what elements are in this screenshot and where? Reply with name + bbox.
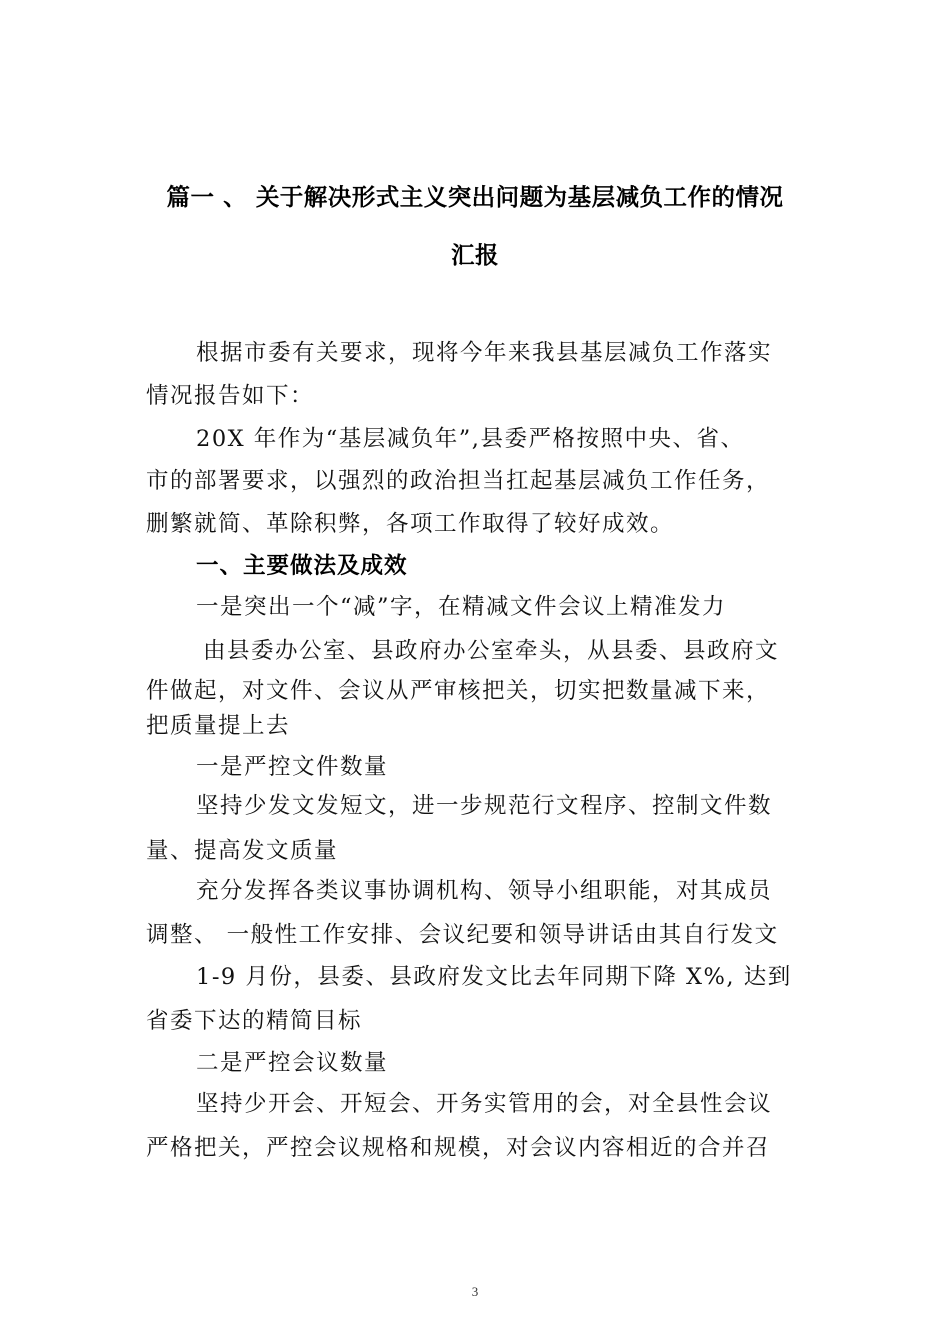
document-title-line-2: 汇报 [451,241,499,269]
paragraph-line: 件做起，对文件、会议从严审核把关，切实把数量减下来， [146,678,771,704]
paragraph-line: 省委下达的精简目标 [146,1008,363,1034]
paragraph-line: 坚持少开会、开短会、开务实管用的会，对全县性会议 [196,1091,773,1117]
paragraph-line: 严格把关，严控会议规格和规模，对会议内容相近的合并召 [146,1135,771,1161]
paragraph-line: 坚持少发文发短文，进一步规范行文程序、控制文件数 [196,793,773,819]
paragraph-line: 20X 年作为“基层减负年”,县委严格按照中央、省、 [196,426,745,452]
paragraph-line: 由县委办公室、县政府办公室牵头，从县委、县政府文 [203,638,780,664]
paragraph-line: 1-9 月份，县委、县政府发文比去年同期下降 X%, 达到 [196,964,792,990]
paragraph-line: 一是突出一个“减”字，在精减文件会议上精准发力 [196,594,727,620]
paragraph-line: 充分发挥各类议事协调机构、领导小组职能，对其成员 [196,878,773,904]
paragraph-line: 一是严控文件数量 [196,754,389,780]
paragraph-line: 市的部署要求，以强烈的政治担当扛起基层减负工作任务， [146,468,771,494]
section-heading: 一、主要做法及成效 [196,553,408,579]
paragraph-line: 调整、 一般性工作安排、会议纪要和领导讲话由其自行发文 [146,922,779,948]
paragraph-line: 二是严控会议数量 [196,1050,389,1076]
document-title-line-1: 篇一 、 关于解决形式主义突出问题为基层减负工作的情况 [166,183,784,211]
paragraph-line: 根据市委有关要求，现将今年来我县基层减负工作落实 [196,340,773,366]
page-number: 3 [471,1284,479,1299]
paragraph-line: 量、提高发文质量 [146,838,339,864]
paragraph-line: 删繁就简、革除积弊，各项工作取得了较好成效。 [146,511,675,537]
paragraph-line: 情况报告如下： [146,383,315,409]
paragraph-line: 把质量提上去 [146,713,291,739]
